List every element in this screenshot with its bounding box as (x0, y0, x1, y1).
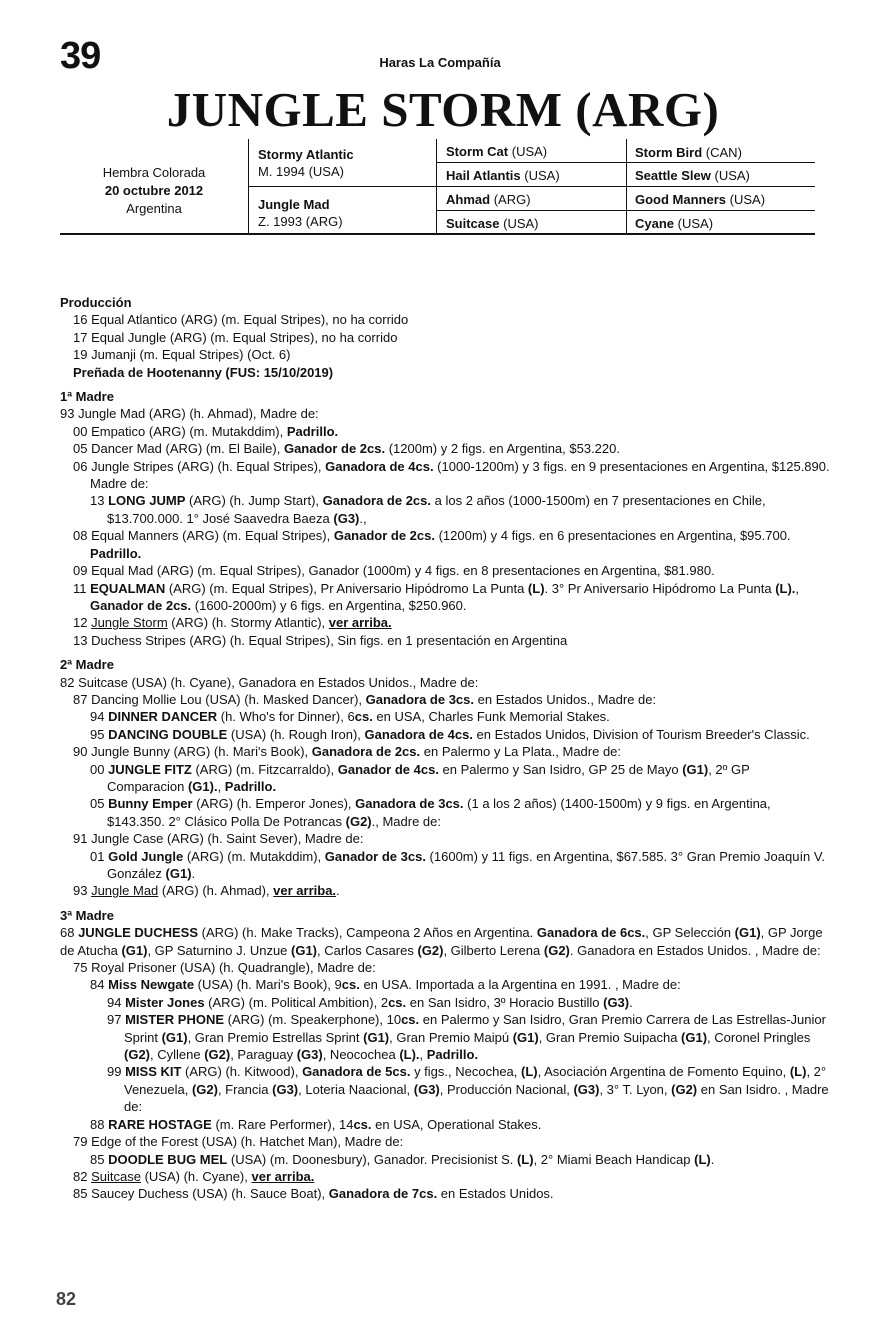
horse-name: JUNGLE STORM (ARG) (166, 82, 720, 137)
list-item: 00 Empatico (ARG) (m. Mutakddim), Padrillo. (73, 423, 339, 439)
list-item: 12 Jungle Storm (ARG) (h. Stormy Atlantic), ver arriba. (73, 615, 392, 631)
section-heading: Producción (60, 295, 132, 310)
list-item: 85 Saucey Duchess (USA) (h. Sauce Boat), Ganadora de 7cs. en Estados Unidos. (73, 1186, 554, 1202)
list-item: 84 Miss Newgate (USA) (h. Mari's Book), 9cs. en USA. Importada a la Argentina en 1991. , Madre de: (90, 977, 681, 993)
list-item: 00 JUNGLE FITZ (ARG) (m. Fitzcarraldo), Ganador de 4cs. en Palermo y San Isidro, GP 25 de Mayo (G1), 2º GP Comparacion (G1)., Padrillo. (90, 761, 750, 794)
list-item: 05 Bunny Emper (ARG) (h. Emperor Jones), Ganadora de 3cs. (1 a los 2 años) (1400-1500m) y 9 figs. en Argentina, $143.350. 2° Clásico Polla De Potrancas (G2)., Madre de: (90, 796, 771, 829)
list-item: 90 Jungle Bunny (ARG) (h. Mari's Book), Ganadora de 2cs. en Palermo y La Plata., Madre de: (73, 744, 622, 760)
list-item: 82 Suitcase (USA) (h. Cyane), Ganadora en Estados Unidos., Madre de: (60, 674, 479, 690)
list-item: 82 Suitcase (USA) (h. Cyane), ver arriba. (73, 1168, 315, 1184)
horse-info (60, 164, 248, 218)
grandparent: Ahmad (ARG) (446, 192, 531, 207)
list-item: 97 MISTER PHONE (ARG) (m. Speakerphone), 10cs. en Palermo y San Isidro, Gran Premio Carrera de Las Estrellas-Junior Sprint (G1), Gran Premio Estrellas Sprint (G1), Gran Premio Maipú (G1), Gran Premio Suipacha (G1), Coronel Pringles (G2), Cyllene (G2), Paraguay (G3), Neocochea (L)., Padrillo. (107, 1012, 826, 1063)
page-number: 82 (56, 1289, 77, 1309)
list-item: 08 Equal Manners (ARG) (m. Equal Stripes), Ganador de 2cs. (1200m) y 4 figs. en 6 presentaciones en Argentina, $95.700. Padrillo. (73, 528, 791, 561)
list-item: 79 Edge of the Forest (USA) (h. Hatchet Man), Madre de: (73, 1134, 404, 1150)
pedigree-bottom-rule (60, 233, 815, 235)
list-item: 09 Equal Mad (ARG) (m. Equal Stripes), Ganador (1000m) y 4 figs. en 8 presentaciones en Argentina, $81.980. (73, 563, 715, 579)
section-heading: 2ª Madre (60, 657, 114, 673)
list-item: 68 JUNGLE DUCHESS (ARG) (h. Make Tracks), Campeona 2 Años en Argentina. Ganadora de 6cs., GP Selección (G1), GP Jorge de Atucha (G1), GP Saturnino J. Unzue (G1), Carlos Casares (G2), Gilberto Lerena (G2). Ganadora en Estados Unidos. , Madre de: (60, 925, 823, 958)
pedigree-divider (248, 186, 815, 187)
great-grandparent: Seattle Slew (USA) (635, 168, 750, 183)
sire: Stormy Atlantic M. 1994 (USA) (258, 147, 354, 179)
list-item: 87 Dancing Mollie Lou (USA) (h. Masked Dancer), Ganadora de 3cs. en Estados Unidos., Madre de: (73, 691, 657, 707)
list-item: 01 Gold Jungle (ARG) (m. Mutakddim), Ganador de 3cs. (1600m) y 11 figs. en Argentina, $67.585. 3° Gran Premio Joaquín V. González (G1). (90, 848, 825, 881)
dam: Jungle Mad Z. 1993 (ARG) (258, 197, 343, 229)
section-heading: 1ª Madre (60, 389, 114, 405)
great-grandparent: Cyane (USA) (635, 216, 714, 231)
list-item: 06 Jungle Stripes (ARG) (h. Equal Stripes), Ganadora de 4cs. (1000-1200m) y 3 figs. en 9 presentaciones en Argentina, $125.890. Madre de: (73, 458, 830, 492)
list-item: 05 Dancer Mad (ARG) (m. El Baile), Ganador de 2cs. (1200m) y 2 figs. en Argentina, $53.220. (73, 441, 620, 457)
list-item: 94 DINNER DANCER (h. Who's for Dinner), 6cs. en USA, Charles Funk Memorial Stakes. (90, 709, 610, 725)
list-item: 11 EQUALMAN (ARG) (m. Equal Stripes), Pr Aniversario Hipódromo La Punta (L). 3° Pr Aniversario Hipódromo La Punta (L)., Ganador de 2cs. (1600-2000m) y 6 figs. en Argentina, $250.960. (73, 580, 800, 613)
list-item: 17 Equal Jungle (ARG) (m. Equal Stripes), no ha corrido (73, 329, 398, 345)
section-heading: 3ª Madre (60, 907, 114, 923)
list-item: 91 Jungle Case (ARG) (h. Saint Sever), Madre de: (73, 831, 364, 847)
pedigree-divider (436, 162, 815, 163)
list-item: 13 LONG JUMP (ARG) (h. Jump Start), Ganadora de 2cs. a los 2 años (1000-1500m) en 7 presentaciones en Chile, $13.700.000. 1° José Saavedra Baeza (G3)., (90, 493, 766, 526)
list-item: 99 MISS KIT (ARG) (h. Kitwood), Ganadora de 5cs. y figs., Necochea, (L), Asociación Argentina de Fomento Equino, (L), 2° Venezuela, (G2), Francia (G3), Loteria Naacional, (G3), Producción Nacional, (G3), 3° T. Lyon, (G2) en San Isidro. , Madre de: (107, 1064, 829, 1115)
list-item: 16 Equal Atlantico (ARG) (m. Equal Stripes), no ha corrido (73, 312, 409, 328)
list-item: 85 DOODLE BUG MEL (USA) (m. Doonesbury), Ganador. Precisionist S. (L), 2° Miami Beach Handicap (L). (90, 1151, 715, 1167)
list-item: 19 Jumanji (m. Equal Stripes) (Oct. 6) (73, 347, 291, 363)
grandparent: Suitcase (USA) (446, 216, 539, 231)
lot-number: 39 (60, 35, 101, 77)
list-item: 93 Jungle Mad (ARG) (h. Ahmad), Madre de: (60, 406, 319, 422)
great-grandparent: Good Manners (USA) (635, 192, 766, 207)
list-item: Preñada de Hootenanny (FUS: 15/10/2019) (73, 364, 334, 380)
catalogue-body (60, 294, 830, 1203)
pedigree-divider (436, 210, 815, 211)
grandparent: Storm Cat (USA) (446, 144, 548, 159)
birth-date: 20 octubre 2012 (104, 183, 204, 198)
country: Argentina (126, 201, 182, 216)
grandparent: Hail Atlantis (USA) (446, 168, 560, 183)
list-item: 93 Jungle Mad (ARG) (h. Ahmad), ver arriba.. (73, 883, 340, 899)
consignor-name: Haras La Compañía (379, 55, 501, 70)
list-item: 95 DANCING DOUBLE (USA) (h. Rough Iron), Ganadora de 4cs. en Estados Unidos, Division of Tourism Breeder's Classic. (90, 726, 810, 742)
list-item: 94 Mister Jones (ARG) (m. Political Ambition), 2cs. en San Isidro, 3º Horacio Bustillo (G3). (107, 994, 633, 1010)
sex-color: Hembra Colorada (102, 165, 206, 180)
list-item: 75 Royal Prisoner (USA) (h. Quadrangle), Madre de: (73, 960, 376, 976)
great-grandparent: Storm Bird (CAN) (635, 145, 742, 160)
list-item: 13 Duchess Stripes (ARG) (h. Equal Stripes), Sin figs. en 1 presentación en Argentina (73, 632, 568, 648)
list-item: 88 RARE HOSTAGE (m. Rare Performer), 14cs. en USA, Operational Stakes. (90, 1116, 542, 1132)
